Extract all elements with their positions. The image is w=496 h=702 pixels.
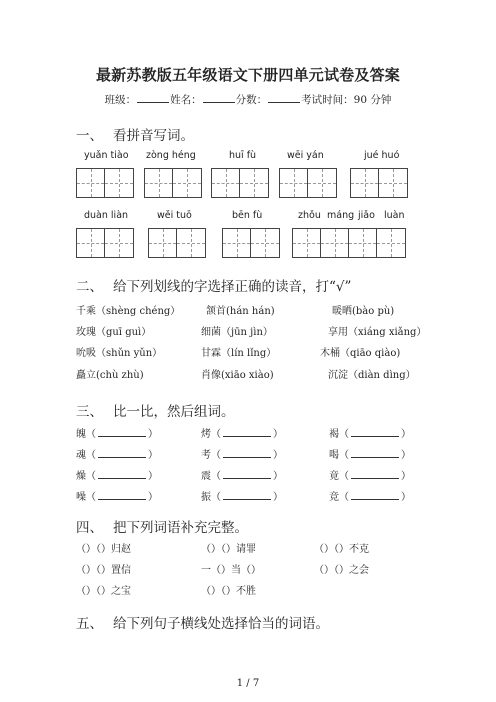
score-label: 分数： [235,94,268,106]
page-number: 1 / 7 [236,678,260,689]
idiom-fill[interactable]: （）（）请罪 [201,544,256,555]
word-compare-item[interactable]: 魂（ ） [76,450,158,461]
writing-grid[interactable] [148,228,206,258]
word-compare-item[interactable]: 振（ ） [201,492,283,503]
pinyin: jiǎo [358,210,375,221]
word-compare-item[interactable]: 竞（ ） [329,492,411,503]
writing-grid[interactable] [350,168,408,198]
idiom-fill[interactable]: 一（）当（） [201,565,261,576]
reading-choice[interactable]: 沉淀（diàn dìng） [328,370,416,381]
section-3-heading: 三、 比一比，然后组词。 [76,404,235,420]
pinyin: wěi tuō [157,210,192,221]
section-5-heading: 五、 给下列句子横线处选择恰当的词语。 [76,616,329,632]
idiom-fill[interactable]: （）（）不克 [314,544,369,555]
reading-choice[interactable]: 暖晒(bào pù) [332,306,395,317]
reading-choice[interactable]: 木桶（qiāo qiào) [320,348,401,359]
reading-choice[interactable]: 甘霖（lín lǐng） [201,348,277,359]
class-label: 班级： [104,94,137,106]
pinyin: luàn [384,210,405,221]
word-compare-item[interactable]: 震（ ） [201,471,283,482]
pinyin: yuǎn tiào [84,150,129,161]
page-title: 最新苏教版五年级语文下册四单元试卷及答案 [95,66,400,84]
pinyin: huī fù [229,150,257,161]
reading-choice[interactable]: 吮吸（shǔn yǔn） [76,348,163,359]
idiom-fill[interactable]: （）（）之会 [314,565,369,576]
word-compare-item[interactable]: 考（ ） [201,450,283,461]
writing-grid[interactable] [279,168,337,198]
reading-choice[interactable]: 玫瑰（guī guì） [76,327,152,338]
idiom-fill[interactable]: （）（）归赵 [76,544,131,555]
pinyin: máng [327,210,355,221]
reading-choice[interactable]: 细菌（jūn jìn） [201,327,273,338]
writing-grid[interactable] [76,228,134,258]
name-blank[interactable] [203,93,235,103]
reading-choice[interactable]: 矗立(chù zhù) [76,370,144,381]
word-compare-item[interactable]: 烤（ ） [201,429,283,440]
word-compare-item[interactable]: 褐（ ） [329,429,411,440]
writing-grid[interactable] [144,168,202,198]
idiom-fill[interactable]: （）（）之宝 [76,586,131,597]
reading-choice[interactable]: 千乘（shèng chéng） [76,306,181,317]
section-1-heading: 一、 看拼音写词。 [76,128,194,144]
section-4-heading: 四、 把下列词语补充完整。 [76,520,248,536]
word-compare-item[interactable]: 魄（ ） [76,429,158,440]
idiom-fill[interactable]: （）（）置信 [76,565,131,576]
writing-grid[interactable] [292,228,406,258]
word-compare-item[interactable]: 燥（ ） [76,471,158,482]
score-blank[interactable] [268,93,300,103]
section-2-heading: 二、 给下列划线的字选择正确的读音，打“√” [76,279,352,295]
name-label: 姓名： [170,94,202,106]
pinyin: bēn fù [232,210,263,221]
reading-choice[interactable]: 肖像(xiāo xiào) [201,370,274,381]
pinyin: zhǒu [298,210,321,221]
pinyin: duàn liàn [84,210,129,221]
time-label: 考试时间：90 分钟 [301,94,392,106]
info-line [0,92,496,107]
pinyin: jué huó [364,150,400,161]
reading-choice[interactable]: 颔首(hán hán) [206,306,275,317]
pinyin: wēi yán [287,150,324,161]
word-compare-item[interactable]: 竟（ ） [329,471,411,482]
class-blank[interactable] [137,93,169,103]
word-compare-item[interactable]: 喝（ ） [329,450,411,461]
reading-choice[interactable]: 享用（xiáng xiǎng） [328,327,427,338]
writing-grid[interactable] [211,168,269,198]
writing-grid[interactable] [76,168,134,198]
idiom-fill[interactable]: （）（）不胜 [201,586,256,597]
writing-grid[interactable] [222,228,280,258]
word-compare-item[interactable]: 噪（ ） [76,492,158,503]
pinyin: zòng héng [146,150,196,161]
